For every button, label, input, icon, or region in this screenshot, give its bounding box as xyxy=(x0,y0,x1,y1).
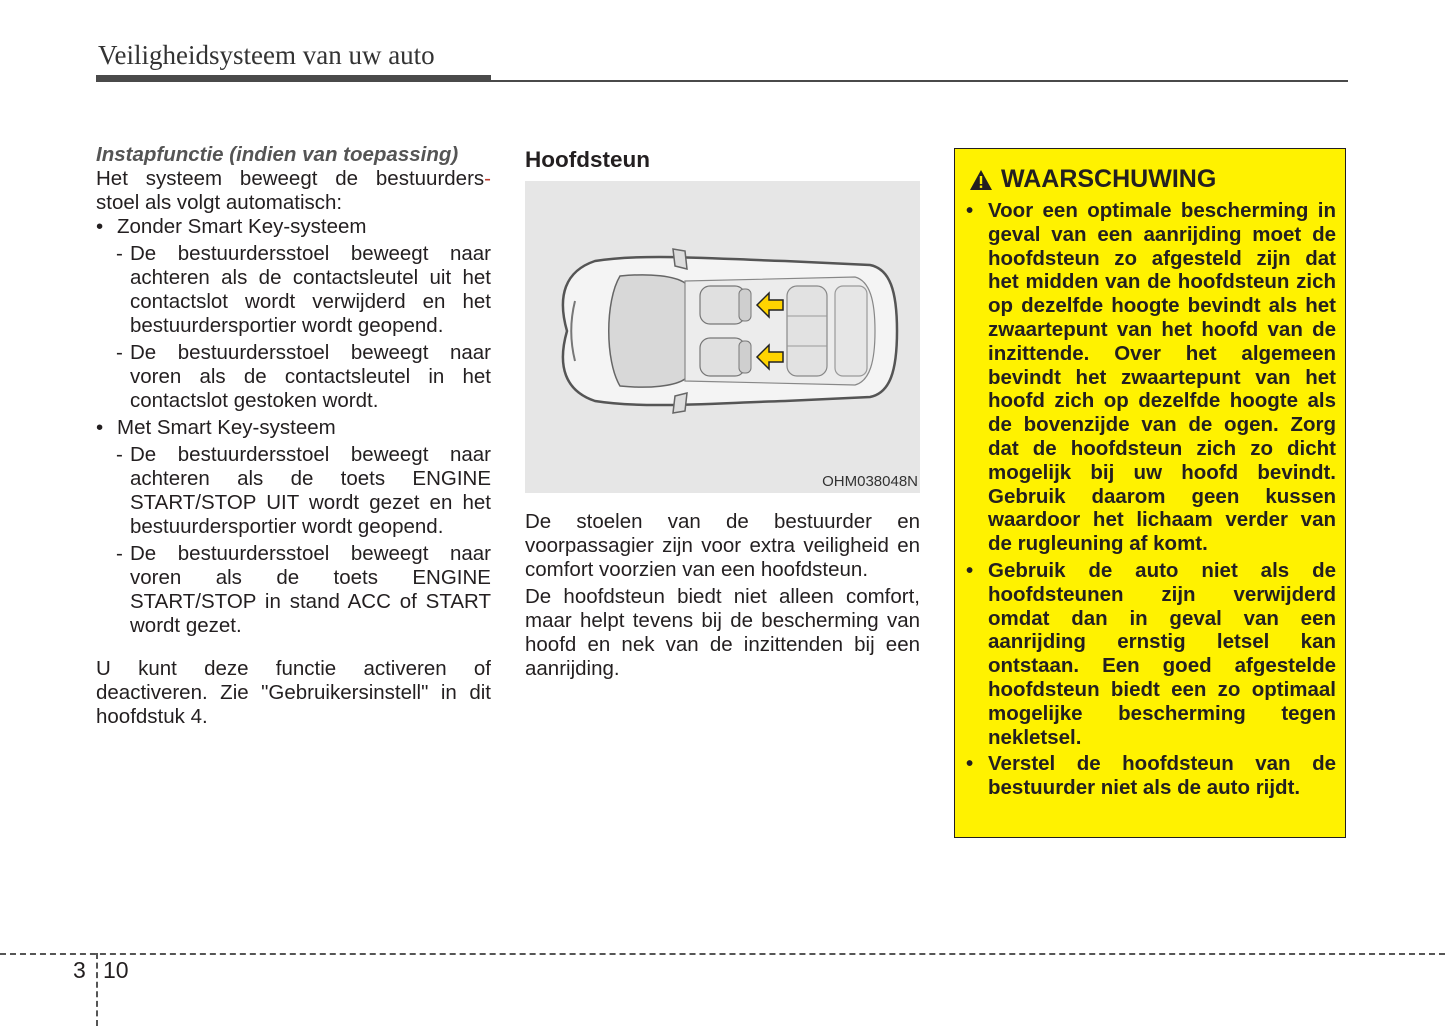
warning-text: Gebruik de auto niet als de hoofdsteunen zijn verwijderd omdat dan in geval van een aanrijding ernstig letsel kan ontstaan. Een goed afgestelde hoofdsteun biedt een zo optimaal mogelijke bescherming tegen nekletsel. xyxy=(988,558,1336,749)
spacer xyxy=(96,638,491,657)
warning-box xyxy=(954,148,1346,838)
seat-rear xyxy=(787,286,827,376)
warning-list xyxy=(966,199,1336,803)
warning-item xyxy=(966,199,1336,556)
paragraph: De hoofdsteun biedt niet alleen comfort, maar helpt tevens bij de bescherming van hoofd en nek van de inzittenden bij een aanrijding. xyxy=(525,585,920,680)
hyphen-mark: - xyxy=(484,167,491,190)
dash-item xyxy=(116,242,491,338)
header-rule xyxy=(96,80,1348,82)
bullet-mark: • xyxy=(966,199,974,222)
bullet-item xyxy=(96,215,491,239)
dash-item xyxy=(116,341,491,413)
paragraph: De stoelen van de bestuurder en voorpassagier zijn voor extra veiligheid en comfort voorzien van een hoofdsteun. xyxy=(525,510,920,581)
chapter-number: 3 xyxy=(73,957,86,983)
dash-text: De bestuurdersstoel beweegt naar achteren als de toets ENGINE START/STOP UIT wordt gezet en het bestuurdersportier wordt geopend. xyxy=(130,443,491,538)
dash-text: De bestuurdersstoel beweegt naar voren als de toets ENGINE START/STOP in stand ACC of START wordt gezet. xyxy=(130,542,491,637)
dash-item xyxy=(116,443,491,539)
bullet-mark: • xyxy=(966,752,974,776)
seat-front-right xyxy=(700,338,745,376)
bullet-title: Zonder Smart Key-systeem xyxy=(117,215,367,238)
section-subheading: Instapfunctie (indien van toepassing) xyxy=(96,143,459,166)
page-header-title: Veiligheidsysteem van uw auto xyxy=(98,40,435,70)
bullet-title: Met Smart Key-systeem xyxy=(117,416,336,439)
warning-item xyxy=(966,752,1336,800)
dash-text: De bestuurdersstoel beweegt naar achteren als de contactsleutel uit het contactslot wordt verwijderd en het bestuurdersportier wordt geopend. xyxy=(130,242,491,337)
bullet-item xyxy=(96,416,491,440)
closing-paragraph: U kunt deze functie activeren of deactiveren. Zie "Gebruikersinstell" in dit hoofdstuk 4. xyxy=(96,657,491,728)
headrest-front-right xyxy=(739,341,751,373)
bullet-mark: • xyxy=(96,215,104,238)
warning-triangle-icon xyxy=(969,169,993,191)
headrest-description xyxy=(525,510,920,684)
bullet-mark: • xyxy=(966,558,974,582)
dash-mark: - xyxy=(116,542,123,565)
intro-paragraph xyxy=(96,167,491,215)
car-headrest-figure xyxy=(525,181,920,493)
footer-rule xyxy=(0,953,1445,955)
warning-text: Verstel de hoofdsteun van de bestuurder niet als de auto rijdt. xyxy=(988,752,1336,800)
windscreen xyxy=(609,275,691,387)
warning-title xyxy=(969,165,1216,194)
dash-mark: - xyxy=(116,341,123,364)
warning-text: Voor een optimale bescherming in geval van een aanrijding moet de hoofdsteun zo afgesteld zijn dat het midden van de hoofdsteun zich op dezelfde hoogte bevindt als het zwaartepunt van het hoofd van de inzittende. Over het algemeen bevindt het zwaartepunt van het hoofd zich op dezelfde hoogte als de bovenzijde van de ogen. Zorg dat de hoofdsteun zich zo dicht mogelijk bij uw hoofd bevindt. Gebruik daarom geen kussen waardoor het lichaam verder van de rugleuning af komt. xyxy=(988,199,1336,556)
dash-mark: - xyxy=(116,242,123,265)
column-middle xyxy=(525,143,920,174)
page-number: 10 xyxy=(103,957,129,983)
headrest-front-left xyxy=(739,289,751,321)
seat-third-row xyxy=(835,286,867,376)
warning-title-text: WAARSCHUWING xyxy=(1001,165,1217,193)
intro-text-b: stoel als volgt automatisch: xyxy=(96,191,343,214)
dash-mark: - xyxy=(116,443,123,466)
seat-front-left xyxy=(700,286,745,324)
mirror-left xyxy=(673,249,687,269)
car-top-view-illustration xyxy=(525,181,920,493)
intro-text-a: Het systeem beweegt de bestuurders xyxy=(96,167,485,190)
section-heading: Hoofdsteun xyxy=(525,147,650,172)
figure-caption: OHM038048N xyxy=(822,473,918,490)
footer-divider xyxy=(96,953,98,1026)
column-left xyxy=(96,143,491,729)
warning-item xyxy=(966,559,1336,749)
bullet-mark: • xyxy=(96,416,104,439)
dash-item xyxy=(116,542,491,638)
dash-text: De bestuurdersstoel beweegt naar voren als de contactsleutel in het contactslot gestoken wordt. xyxy=(130,341,491,412)
mirror-right xyxy=(673,393,687,413)
